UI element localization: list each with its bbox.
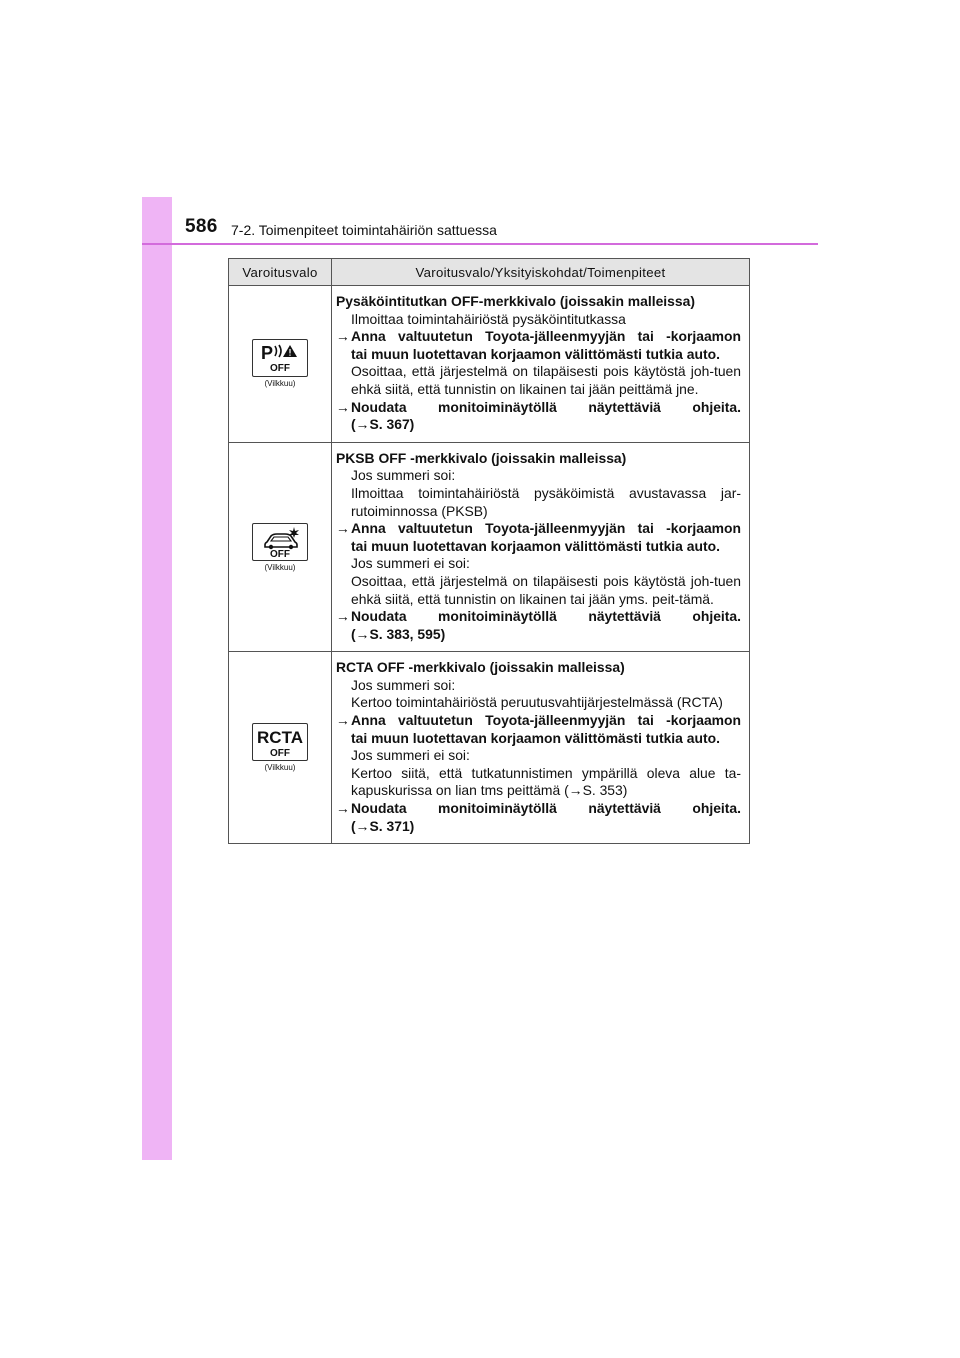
details-cell [332,286,750,443]
row-title: RCTA OFF -merkkivalo (joissakin malleissa) [336,659,625,676]
table-row [229,442,750,652]
column-header-details: Varoitusvalo/Yksityiskohdat/Toimenpiteet [332,259,750,286]
table-header-row [229,259,750,286]
side-color-band [142,197,172,1160]
action-text-cont: tai muun luotettavan korjaamon välittömästi tutkia auto. [351,537,720,554]
rcta-off-icon [252,723,308,761]
detail-text: Osoittaa, että järjestelmä on tilapäisesti pois käytöstä joh-tuen ehkä siitä, että tunnistin on likainen tai jään yms. peit-tämä. [351,572,741,607]
page-reference: (→S. 371) [351,817,415,834]
details-cell [332,442,750,652]
svg-text:RCTA: RCTA [257,728,303,748]
action-text: Anna valtuutetun Toyota-jälleenmyyjän tai -korjaamon [351,328,741,345]
action-item [336,399,741,434]
icon-cell [229,652,332,844]
action-text-cont: tai muun luotettavan korjaamon välittömästi tutkia auto. [351,729,720,746]
pksb-off-icon [252,523,308,561]
column-header-warning-light: Varoitusvalo [229,259,332,286]
action-item [336,800,741,835]
action-text: Noudata monitoiminäytöllä näytettäviä ohjeita. [351,398,741,415]
row-title: Pysäköintitutkan OFF-merkkivalo (joissakin malleissa) [336,293,695,309]
action-item [336,712,741,747]
detail-text: Kertoo toimintahäiriöstä peruutusvahtijärjestelmässä (RCTA) [351,694,723,711]
action-text: Anna valtuutetun Toyota-jälleenmyyjän tai -korjaamon [351,712,741,729]
blink-label: (Vilkkuu) [264,763,296,773]
arrow-icon: → [336,520,350,537]
warning-light-table [228,258,750,844]
detail-text: Jos summeri ei soi: [351,555,470,572]
parking-sensor-off-icon [252,339,308,377]
action-text: Noudata monitoiminäytöllä näytettäviä ohjeita. [351,800,741,817]
detail-text: Jos summeri ei soi: [351,747,470,764]
icon-cell [229,286,332,443]
header-divider [142,243,818,245]
svg-text:OFF: OFF [270,748,290,760]
detail-text: Jos summeri soi: [351,676,456,693]
action-item [336,520,741,555]
detail-text: Jos summeri soi: [351,467,456,484]
page-reference: (→S. 367) [351,416,415,433]
icon-cell [229,442,332,652]
arrow-icon: → [336,608,350,625]
action-text-cont: tai muun luotettavan korjaamon välittömästi tutkia auto. [351,345,720,362]
row-title: PKSB OFF -merkkivalo (joissakin malleissa) [336,449,627,466]
svg-text:P: P [261,343,274,364]
svg-text:OFF: OFF [270,363,290,375]
arrow-icon: → [336,398,350,415]
detail-text: Ilmoittaa toimintahäiriöstä pysäköintitutkassa [351,310,626,327]
section-title: 7-2. Toimenpiteet toimintahäiriön sattuessa [231,222,497,238]
blink-label: (Vilkkuu) [264,562,296,572]
action-item [336,608,741,643]
arrow-icon: → [336,328,350,345]
page-reference: (→S. 383, 595) [351,625,446,642]
blink-label: (Vilkkuu) [264,379,296,389]
action-text: Noudata monitoiminäytöllä näytettäviä ohjeita. [351,608,741,625]
table-row [229,286,750,443]
detail-text: Osoittaa, että järjestelmä on tilapäisesti pois käytöstä joh-tuen ehkä siitä, että tunnistin on likainen tai jään peittämä jne. [351,363,741,397]
details-cell [332,652,750,844]
arrow-icon: → [336,800,350,817]
page-number: 586 [185,216,218,237]
action-item [336,328,741,363]
arrow-icon: → [336,712,350,729]
table-row [229,652,750,844]
detail-text: Kertoo siitä, että tutkatunnistimen ympärillä oleva alue ta-kapuskurissa on lian tms peittämä (→S. 353) [351,764,741,799]
detail-text: Ilmoittaa toimintahäiriöstä pysäköimistä avustavassa jar-rutoiminnossa (PKSB) [351,484,741,519]
svg-text:OFF: OFF [270,548,290,560]
action-text: Anna valtuutetun Toyota-jälleenmyyjän tai -korjaamon [351,520,741,537]
